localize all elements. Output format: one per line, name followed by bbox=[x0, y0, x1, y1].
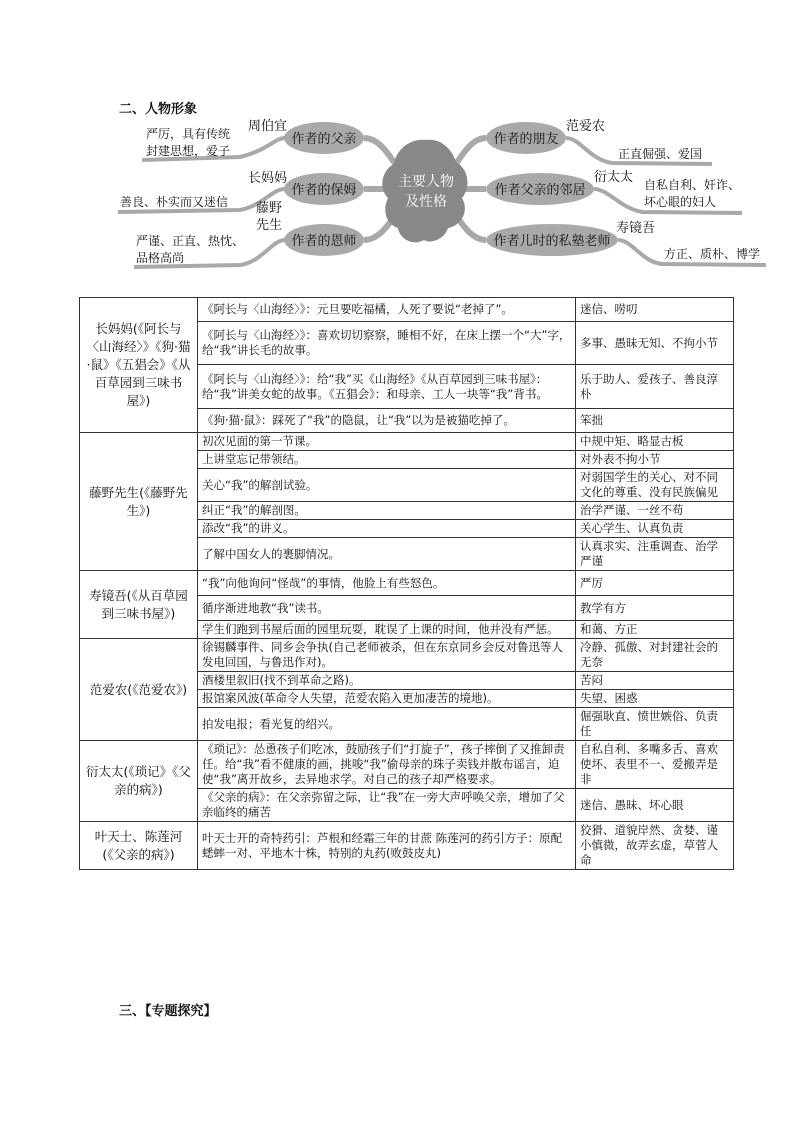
trait-cell: 治学严谨、一丝不苟 bbox=[576, 502, 734, 520]
trait-cell: 自私自利、多嘴多舌、喜欢使坏、表里不一、爱搬弄是非 bbox=[576, 741, 734, 789]
event-cell: 叶天士开的奇特药引：芦根和经霜三年的甘蔗 陈莲河的药引方子：原配蟋蟀一对、平地木十株，特别的丸药(败鼓皮丸) bbox=[198, 822, 576, 870]
event-cell: 《狗·猫·鼠》：踩死了“我”的隐鼠，让“我”以为是被猫吃掉了。 bbox=[198, 409, 576, 433]
event-cell: 报馆案风波(革命令人失望，范爱农陷入更加凄苦的境地)。 bbox=[198, 690, 576, 708]
name-shou-jingwu: 寿镜吾 bbox=[616, 221, 656, 236]
trait-cell: 苦闷 bbox=[576, 672, 734, 690]
event-cell: 《琐记》：怂恿孩子们吃冰，鼓励孩子们“打旋子”，孩子摔倒了又推卸责任。给“我”看不健康的画，挑唆“我”偷母亲的珠子卖钱并散布谣言，迫使“我”离开故乡，去异地求学。对自己的孩子却严格要求。 bbox=[198, 741, 576, 789]
trait-cell: 对弱国学生的关心、对不同文化的尊重、没有民族偏见 bbox=[576, 469, 734, 502]
trait-cell: 笨拙 bbox=[576, 409, 734, 433]
role-nanny: 作者的保姆 bbox=[291, 183, 357, 198]
role-father: 作者的父亲 bbox=[291, 132, 357, 147]
event-cell: 了解中国女人的裹脚情况。 bbox=[198, 538, 576, 571]
trait-cell: 和蔼、方正 bbox=[576, 621, 734, 639]
character-name-cell: 叶天士、陈莲河(《父亲的病》) bbox=[80, 822, 198, 870]
name-tengye-line2: 先生 bbox=[256, 218, 283, 233]
center-label-line2: 及性格 bbox=[405, 194, 447, 210]
trait-neighbor-line1: 自私自利、奸诈、 bbox=[644, 178, 741, 192]
character-name-cell: 长妈妈(《阿长与〈山海经〉》《狗·猫·鼠》《五猖会》《从百草园到三味书屋》) bbox=[80, 298, 198, 433]
character-mindmap bbox=[0, 0, 794, 290]
name-tengye-line1: 藤野 bbox=[256, 201, 283, 216]
trait-cell: 迷信、唠叨 bbox=[576, 298, 734, 322]
trait-father-line2: 封建思想，爱子 bbox=[146, 144, 231, 158]
name-fan-ainong: 范爱农 bbox=[566, 119, 606, 134]
table-row bbox=[80, 741, 734, 789]
trait-friend: 正直倔强、爱国 bbox=[618, 147, 703, 161]
table-row bbox=[80, 822, 734, 870]
event-cell: 循序渐进地教“我”读书。 bbox=[198, 596, 576, 621]
trait-cell: 失望、困惑 bbox=[576, 690, 734, 708]
trait-cell: 认真求实、注重调查、治学严谨 bbox=[576, 538, 734, 571]
trait-tutor: 方正、质朴、博学 bbox=[664, 247, 761, 261]
event-cell: 《阿长与〈山海经〉》：元旦要吃福橘，人死了要说“老掉了”。 bbox=[198, 298, 576, 322]
center-label-line1: 主要人物 bbox=[398, 174, 454, 190]
role-mentor: 作者的恩师 bbox=[291, 234, 357, 249]
section-2-heading: 二、人物形象 bbox=[119, 102, 198, 117]
event-cell: 徐锡麟事件、同乡会争执(自己老师被杀，但在东京同乡会反对鲁迅等人发电回国，与鲁迅作对)。 bbox=[198, 639, 576, 672]
trait-cell: 迷信、愚昧、坏心眼 bbox=[576, 789, 734, 822]
table-row bbox=[80, 639, 734, 672]
event-cell: 添改“我”的讲义。 bbox=[198, 520, 576, 538]
trait-mentor-line2: 品格高尚 bbox=[136, 251, 185, 265]
trait-cell: 关心学生、认真负责 bbox=[576, 520, 734, 538]
table-row bbox=[80, 298, 734, 322]
trait-nanny: 善良、朴实而又迷信 bbox=[120, 195, 229, 209]
trait-cell: 倔强耿直、愤世嫉俗、负责任 bbox=[576, 708, 734, 741]
character-table bbox=[79, 297, 734, 870]
event-cell: 《阿长与〈山海经〉》：给“我”买《山海经》《从百草园到三味书屋》：给“我”讲美女蛇的故事。《五猖会》：和母亲、工人一块等“我”背书。 bbox=[198, 365, 576, 409]
trait-cell: 狡猾、道貌岸然、贪婪、谨小慎微，故弄玄虚，草菅人命 bbox=[576, 822, 734, 870]
character-name-cell: 衍太太(《琐记》《父亲的病》) bbox=[80, 741, 198, 822]
trait-neighbor-line2: 坏心眼的妇人 bbox=[644, 195, 717, 209]
trait-cell: 严厉 bbox=[576, 571, 734, 596]
role-friend: 作者的朋友 bbox=[493, 132, 559, 147]
event-cell: 《父亲的病》：在父亲弥留之际，让“我”在一旁大声呼唤父亲，增加了父亲临终的痛苦 bbox=[198, 789, 576, 822]
name-yan-taitai: 衍太太 bbox=[594, 170, 634, 185]
trait-cell: 教学有方 bbox=[576, 596, 734, 621]
center-node bbox=[382, 140, 467, 243]
event-cell: 酒楼里叙旧(找不到革命之路)。 bbox=[198, 672, 576, 690]
character-name-cell: 范爱农(《范爱农》) bbox=[80, 639, 198, 741]
role-tutor: 作者儿时的私塾老师 bbox=[493, 234, 611, 249]
event-cell: 上讲堂忘记带领结。 bbox=[198, 451, 576, 469]
trait-cell: 冷静、孤傲、对封建社会的无奈 bbox=[576, 639, 734, 672]
name-zhou-boyi: 周伯宜 bbox=[248, 119, 288, 134]
table-row bbox=[80, 433, 734, 451]
section-3-heading: 三、【专题探究】 bbox=[119, 1004, 217, 1019]
event-cell: 关心“我”的解剖试验。 bbox=[198, 469, 576, 502]
trait-cell: 中规中矩、略显古板 bbox=[576, 433, 734, 451]
event-cell: 《阿长与〈山海经〉》：喜欢切切察察，睡相不好，在床上摆一个“大”字，给“我”讲长毛的故事。 bbox=[198, 321, 576, 365]
trait-cell: 乐于助人、爱孩子、善良淳朴 bbox=[576, 365, 734, 409]
role-neighbor: 作者父亲的邻居 bbox=[494, 183, 586, 198]
trait-mentor-line1: 严谨、正直、热忱、 bbox=[136, 234, 245, 248]
event-cell: 初次见面的第一节课。 bbox=[198, 433, 576, 451]
character-name-cell: 寿镜吾(《从百草园到三味书屋》) bbox=[80, 571, 198, 639]
event-cell: 学生们跑到书屋后面的园里玩耍，耽误了上课的时间，他并没有严惩。 bbox=[198, 621, 576, 639]
event-cell: 纠正“我”的解剖图。 bbox=[198, 502, 576, 520]
character-name-cell: 藤野先生(《藤野先生》) bbox=[80, 433, 198, 571]
table-row bbox=[80, 571, 734, 596]
name-chang-mama: 长妈妈 bbox=[248, 171, 288, 186]
trait-father-line1: 严厉，具有传统 bbox=[146, 127, 231, 141]
event-cell: “我”向他询问“怪哉”的事情，他脸上有些怒色。 bbox=[198, 571, 576, 596]
trait-cell: 多事、愚昧无知、不拘小节 bbox=[576, 321, 734, 365]
trait-cell: 对外表不拘小节 bbox=[576, 451, 734, 469]
event-cell: 拍发电报；看光复的绍兴。 bbox=[198, 708, 576, 741]
